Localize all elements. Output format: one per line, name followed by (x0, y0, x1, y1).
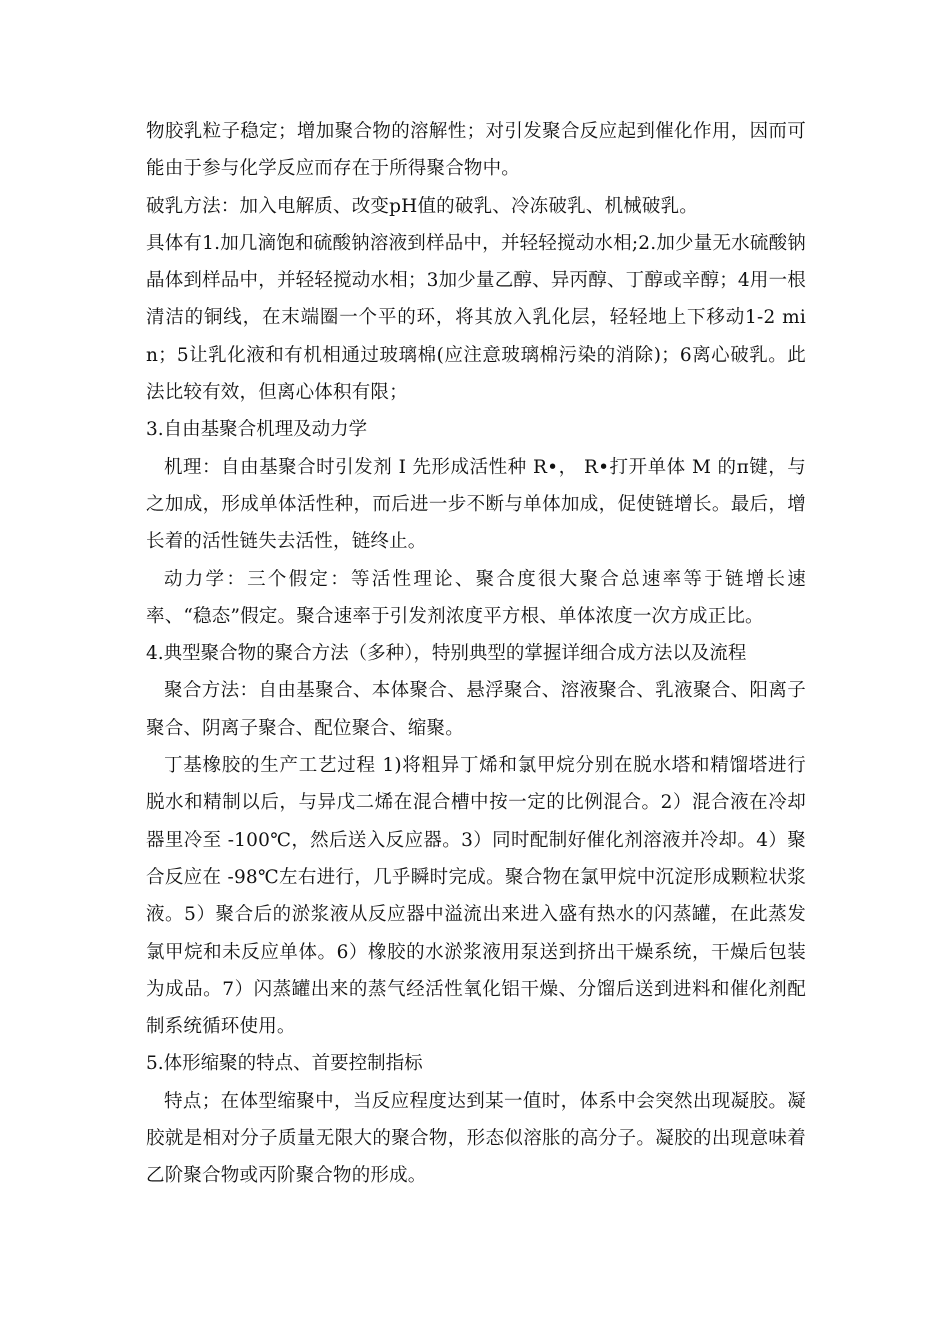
paragraph-kinetics: 动力学：三个假定：等活性理论、聚合度很大聚合总速率等于链增长速率、“稳态”假定。聚合速率于引发剂浓度平方根、单体浓度一次方成正比。 (146, 568, 806, 627)
paragraph-mechanism: 机理：自由基聚合时引发剂 I 先形成活性种 R•， R•打开单体 M 的π键，与之加成，形成单体活性种，而后进一步不断与单体加成，促使链增长。最后，增长着的活性链失去活性，链终止。 (146, 456, 806, 553)
document-body (146, 113, 806, 1195)
section-heading-4: 4.典型聚合物的聚合方法（多种），特别典型的掌握详细合成方法以及流程 (146, 643, 747, 665)
paragraph-butyl-rubber-process: 丁基橡胶的生产工艺过程 1)将粗异丁烯和氯甲烷分别在脱水塔和精馏塔进行脱水和精制以后，与异戊二烯在混合槽中按一定的比例混合。2）混合液在冷却器里冷至 -100℃，然后送入反应器。3）同时配制好催化剂溶液并冷却。4）聚合反应在 -98℃左右进行，几乎瞬时完成。聚合物在氯甲烷中沉淀形成颗粒状浆液。5）聚合后的淤浆液从反应器中溢流出来进入盛有热水的闪蒸罐，在此蒸发氯甲烷和未反应单体。6）橡胶的水淤浆液用泵送到挤出干燥系统，干燥后包装为成品。7）闪蒸罐出来的蒸气经活性氧化铝干燥、分馏后送到进料和催化剂配制系统循环使用。 (146, 755, 806, 1038)
section-heading-3: 3.自由基聚合机理及动力学 (146, 419, 368, 441)
paragraph-emulsifier-role: 物胶乳粒子稳定；增加聚合物的溶解性；对引发聚合反应起到催化作用，因而可能由于参与化学反应而存在于所得聚合物中。 (146, 121, 806, 180)
paragraph-polymerization-methods: 聚合方法：自由基聚合、本体聚合、悬浮聚合、溶液聚合、乳液聚合、阳离子聚合、阴离子聚合、配位聚合、缩聚。 (146, 680, 806, 739)
section-heading-5: 5.体形缩聚的特点、首要控制指标 (146, 1053, 423, 1075)
paragraph-demulsification-methods: 破乳方法：加入电解质、改变pH值的破乳、冷冻破乳、机械破乳。 (146, 195, 698, 217)
paragraph-gelation-features: 特点；在体型缩聚中，当反应程度达到某一值时，体系中会突然出现凝胶。凝胶就是相对分子质量无限大的聚合物，形态似溶胀的高分子。凝胶的出现意味着乙阶聚合物或丙阶聚合物的形成。 (146, 1090, 806, 1187)
paragraph-demulsification-details: 具体有1.加几滴饱和硫酸钠溶液到样品中，并轻轻搅动水相;2.加少量无水硫酸钠晶体到样品中，并轻轻搅动水相；3加少量乙醇、异丙醇、丁醇或辛醇；4用一根清洁的铜线，在末端圈一个平的环，将其放入乳化层，轻轻地上下移动1-2 min；5让乳化液和有机相通过玻璃棉(应注意玻璃棉污染的消除)；6离心破乳。此法比较有效，但离心体积有限； (146, 232, 806, 404)
